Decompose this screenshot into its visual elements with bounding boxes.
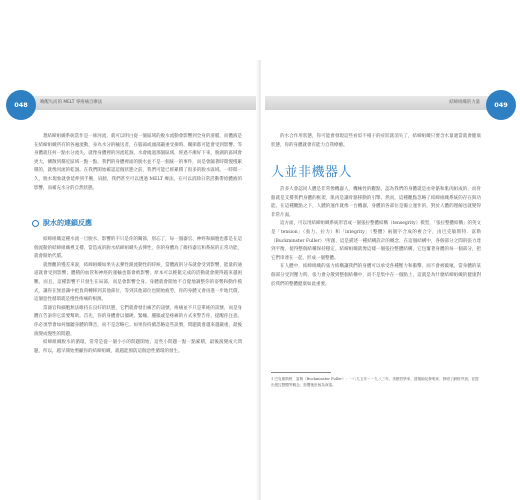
page-number-badge xyxy=(6,90,36,120)
right-page xyxy=(261,0,520,500)
paragraph: 許多人會認同人體是非常像機器人，機械性的觀點，認為我們的身體就是由骨骼和肌肉組成的，而骨骼就是支撐我們身體的框架，肌肉是讓骨骼移動的引擎。然而，這種觀點忽略了結締組織系統的存在與功能。在這種觀點之下，人體的運作就像一台機器，身體的各部位是獨立運作的，對於人體的理解也就變得非常片面。 xyxy=(271,187,481,218)
paragraph: 結締組織這種水流一旦脫水，影響的不只是你的關節，別忘了，每一個器官、神經和細胞也都是在這個流動的結締組織裡支撐，當造成的脫水結締組織失去彈性，你的身體為了維持器官和系統的正常功能，就會開始代償。 xyxy=(34,237,242,260)
paragraph: 結締組織脫水的循環，常常是從一個小小的問題開始，這些小問題一點一點累積，最後演變成大問題，所以，越早開始照顧你的結締組織，就越能預防這個惡性循環的發生。 xyxy=(34,340,242,354)
paragraph: 想結締組織系統當作是一條河流，就可以明白從一個區域的脫水流動會影響到全身的滑膜，而體液是在結締組織所有的各處流動，身為水分的輸送者，在腦部或頭部嚴重受損時，關節都可能會受到影響。等身體就任何一點水分流失，就像身體裡的河流乾涸，水會繞過那個區域，經過不漸好下來，脫湖的區域會更大，擴散到鄰近區域一點一點。我們的身體裡面的脫水並不是一個統一的事件，而是會隨著時間慢慢累積的，就像河流的乾涸。在我們開始確認這個狀態之前，我們可能已經累積了很多的脫水區域。一時間一久，脫水現象就會延伸到手腕，肩膀，我們甚至可以透過 MELT 療法，在可以消除日常活動帶給體液的影響，而補充水分的自然狀態。 xyxy=(34,134,242,191)
section-title: 人並非機器人 xyxy=(271,165,353,180)
circle-bullet-icon xyxy=(32,220,39,227)
page-number: 048 xyxy=(14,101,28,109)
paragraph: 這方面，可以用結締組織系統形容成一個張拉整體結構（tensegrity）模型，「張拉整體結構」的英文是「tension」（張力、拉力）和「integrity」（整體）兩個字合成的複合字，由巴克敏斯特．富勒（Buckminster Fuller）¹所創，這是描述一種結構設計的概念，在這個結構中，各個部分之間的張力達到平衡，使得整個結構保持穩定。結締組織就像這樣一個張拉整體結構，它包覆著身體的每一個部分，把它們串連在一起，形成一個整體。 xyxy=(271,221,481,261)
left-page xyxy=(0,0,259,500)
footnote-rule xyxy=(271,372,331,373)
body-text-top xyxy=(271,133,481,150)
body-text-bottom xyxy=(34,236,242,356)
page-number-badge xyxy=(486,90,516,120)
footnote: 1 巴克敏斯特．富勒（Buckminster Fuller）：一八九五年～一九八三年，美國哲學家、建築師及發明家，發明了網格穹頂，並提出張拉整體等概念，影響後世極為深遠。 xyxy=(271,377,479,387)
paragraph: 的水合作用狀態，你可能會發現這些看似不相干的症狀就消失了，結締組織只要含水量適當就會健康狀態，你的身體就會有能力自我療癒。 xyxy=(271,134,481,148)
subheading xyxy=(32,218,92,228)
subheading-text: 脫水的連鎖反應 xyxy=(43,219,92,227)
paragraph: 當器官和細胞無法維持在良好的狀態，它們就會發出痛苦的訊號，疼痛並不只是單純的訊號，而是身體在告訴你它需要幫助。首先，你的身體會以僵硬、緊繃、腫脹或是疼痛的方式來警告你，提醒你注意。你必須學會如何傾聽身體的聲音，而不是忽略它。如果你持續忽略這些訊號，問題就會越來越嚴重，最後演變成慢性的問題。 xyxy=(34,305,242,337)
running-head: 結締組織的力量 xyxy=(449,100,480,105)
paragraph: 在人體中，結締組織的張力結構讓我們的身體可以承受各種壓力和衝擊，而不會被破壞。當身體的某個部分受到壓力時，張力會分散到整個結構中，而不是集中在一個點上，這就是為什麼結締組織的健康對於我們的整體健康如此重要。 xyxy=(271,264,481,287)
running-head: 喚醒失而的 MELT 零疼痛自療法 xyxy=(40,100,103,105)
body-text-top xyxy=(34,133,242,193)
page-number: 049 xyxy=(494,101,508,109)
body-text-bottom xyxy=(271,186,481,289)
paragraph: 就像觀的慢差來說，結締組織如果失去彈性跟流動性的時候，當體液的分布就會受到影響，能量的通道就會受到影響；體積的血管和神經的運輸也都會被影響，原本可以輕鬆完成的活動就會變得越來越困難。而且，這種影響不只發生在局部，而是會影響全身。身體就會開始不自覺地調整你的姿勢和動作模式，讓你在無意識中把負荷轉移到其他部位，等到其他部位也開始疲勞，你的身體又會再進一步地代償，這個惡性循環就是慢性疼痛的根源。 xyxy=(34,262,242,303)
